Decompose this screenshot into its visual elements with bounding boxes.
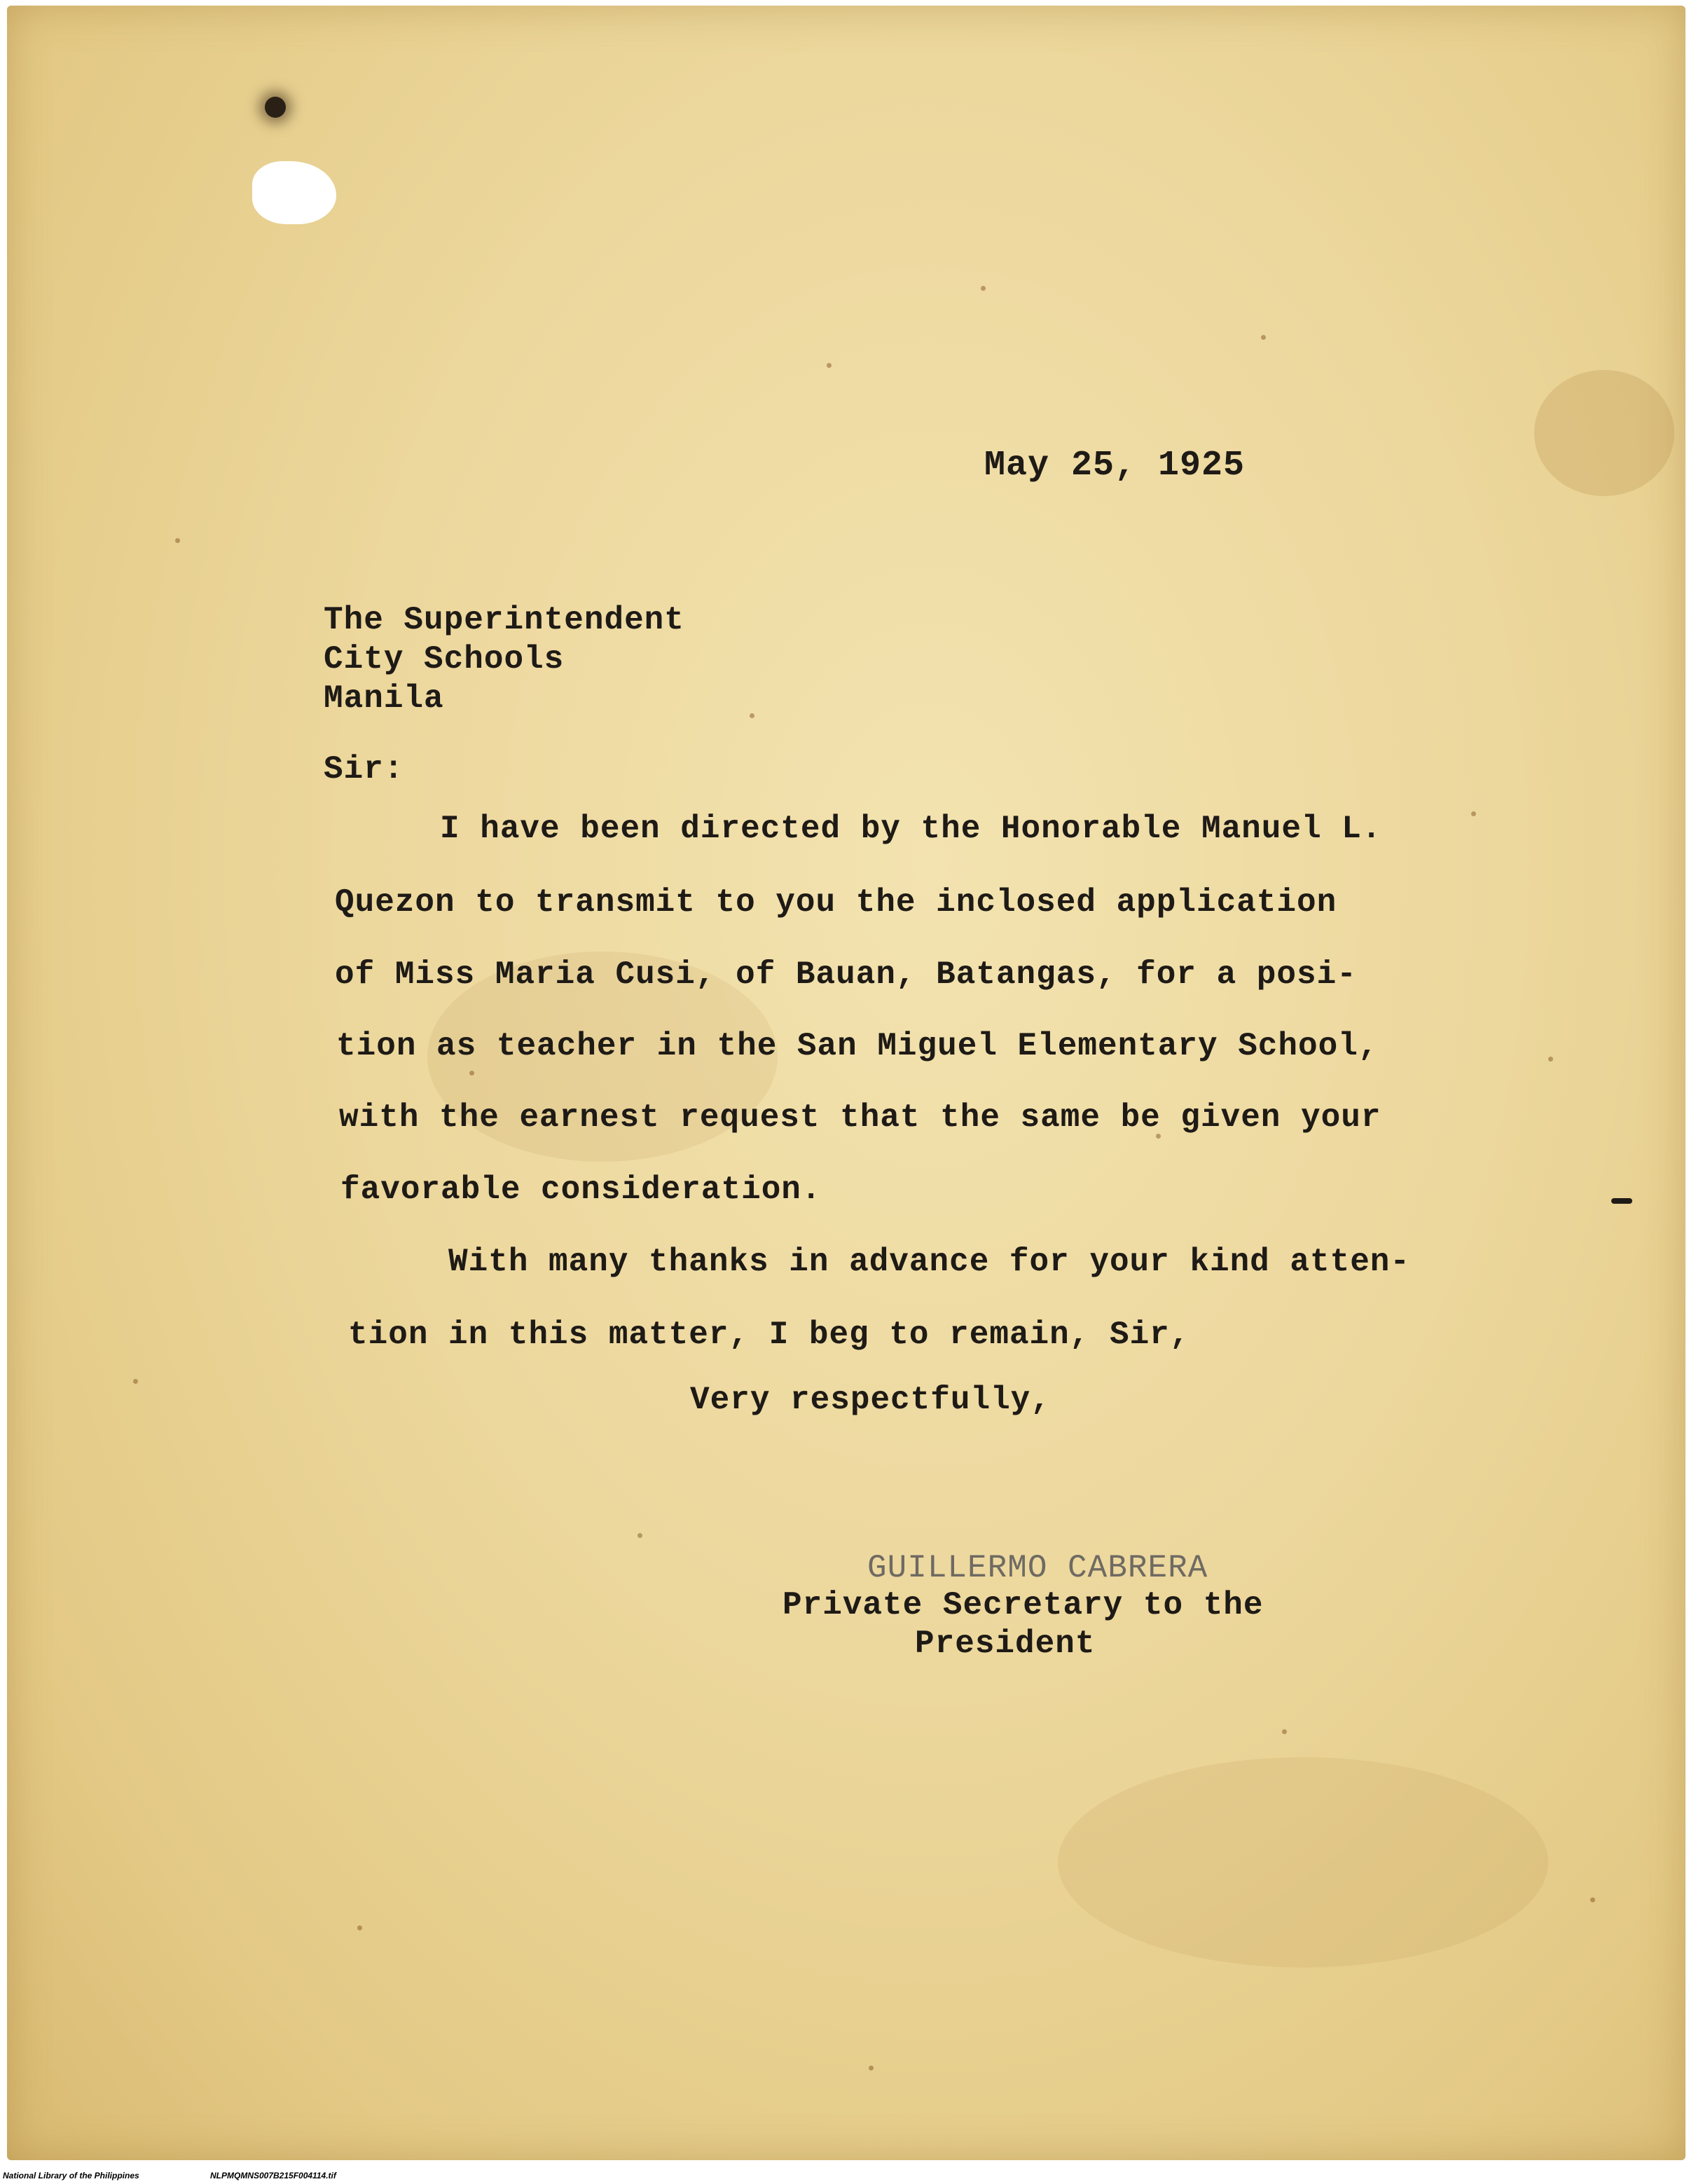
footer-institution: National Library of the Philippines bbox=[3, 2171, 139, 2180]
letter-paper bbox=[7, 6, 1685, 2160]
body-line: with the earnest request that the same be given your bbox=[339, 1099, 1381, 1136]
paper-speck bbox=[750, 713, 754, 718]
signatory-title-line-1: Private Secretary to the bbox=[782, 1587, 1264, 1623]
paper-speck bbox=[1471, 811, 1476, 816]
signatory-title-line-2: President bbox=[915, 1626, 1096, 1662]
footer-file-id: NLPMQMNS007B215F004114.tif bbox=[210, 2171, 336, 2180]
body-line: of Miss Maria Cusi, of Bauan, Batangas, for a posi- bbox=[335, 956, 1357, 993]
signatory-name: GUILLERMO CABRERA bbox=[867, 1550, 1208, 1586]
closing-line: With many thanks in advance for your kind atten- bbox=[448, 1244, 1411, 1280]
paper-speck bbox=[1282, 1729, 1287, 1734]
paper-speck bbox=[827, 363, 832, 368]
body-line: Quezon to transmit to you the inclosed application bbox=[335, 884, 1337, 921]
paper-speck bbox=[357, 1925, 362, 1930]
paper-stain bbox=[1058, 1757, 1548, 1967]
paper-speck bbox=[981, 286, 986, 291]
paper-speck bbox=[869, 2066, 874, 2070]
recipient-line-3: Manila bbox=[324, 680, 444, 717]
paper-speck bbox=[1548, 1057, 1553, 1062]
paper-speck bbox=[1261, 335, 1266, 340]
recipient-line-1: The Superintendent bbox=[324, 602, 684, 638]
paper-speck bbox=[469, 1071, 474, 1076]
paper-speck bbox=[1590, 1897, 1595, 1902]
margin-mark bbox=[1611, 1198, 1632, 1204]
letter-date: May 25, 1925 bbox=[984, 446, 1246, 486]
paper-speck bbox=[175, 538, 180, 543]
body-line: tion as teacher in the San Miguel Elementary School, bbox=[336, 1028, 1379, 1064]
body-line: I have been directed by the Honorable Manuel L. bbox=[440, 811, 1382, 847]
paper-speck bbox=[133, 1379, 138, 1384]
complimentary-close: Very respectfully, bbox=[690, 1382, 1051, 1418]
paper-speck bbox=[637, 1533, 642, 1538]
punch-hole bbox=[265, 97, 286, 118]
closing-line: tion in this matter, I beg to remain, Sir, bbox=[348, 1317, 1190, 1353]
body-line: favorable consideration. bbox=[340, 1172, 822, 1208]
recipient-line-2: City Schools bbox=[324, 641, 565, 678]
paper-stain bbox=[1534, 370, 1674, 496]
salutation: Sir: bbox=[324, 751, 404, 788]
